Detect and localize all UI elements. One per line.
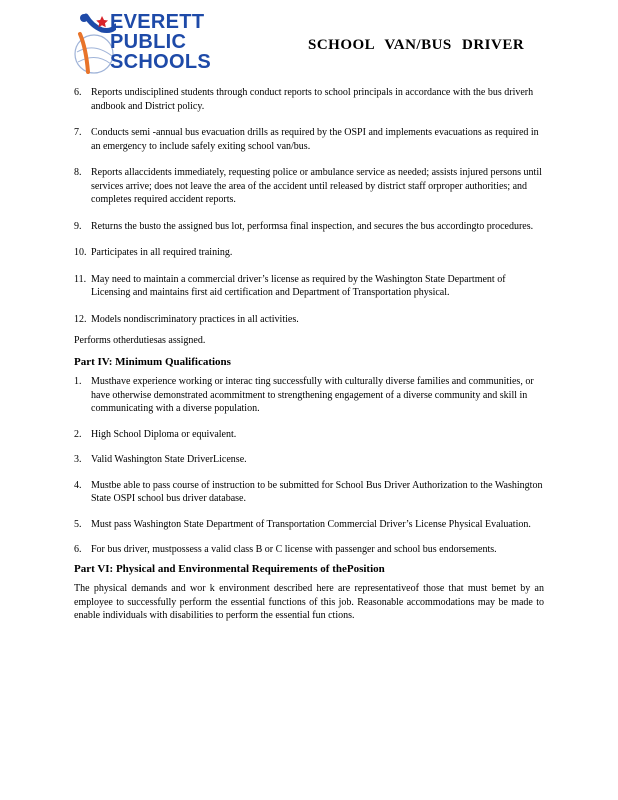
everett-public-schools-logo: [72, 12, 242, 80]
other-duties-text: Performs otherdutiesas assigned.: [74, 335, 206, 346]
qualification-item: 4. Mustbe able to pass course of instruction to be submitted for School Bus Driver Authorization to the Washington State OSPI school bus driver database.: [74, 479, 543, 504]
logo-line-1: EVERETT: [110, 11, 205, 33]
duty-item: 11. May need to maintain a commercial driver’s license as required by the Washington State Department of Licensing and maintains first aid certification and Department of Transportation physical.: [74, 273, 506, 298]
duty-item: 9. Returns the busto the assigned bus lot, performsa final inspection, and secures the bus accordingto procedures.: [74, 220, 534, 232]
document-body: [74, 86, 544, 623]
qualification-item: 2. High School Diploma or equivalent.: [74, 428, 237, 440]
duty-item: 10. Participates in all required training.: [74, 247, 233, 258]
duty-item: 6. Reports undisciplined students through conduct reports to school principals in accordance with the bus driverh andbook and District policy.: [74, 87, 534, 112]
duty-item: 8. Reports allaccidents immediately, requesting police or ambulance service as needed; assists injured persons until services arrive; does not leave the area of the accident until released by district staff orproper authorities; and completes required accident reports.: [74, 167, 542, 205]
part-vi-text: The physical demands and wor k environment described here are representativeof those that must bemet by an employee to successfully perform the essential functions of this job. Reasonable accommodations may be made to enable individuals with disabilities to perform the essential fun ctions.: [74, 583, 544, 621]
duty-item: 12. Models nondiscriminatory practices in all activities.: [74, 313, 299, 325]
part-iv-heading: Part IV: Minimum Qualifications: [74, 355, 231, 368]
qualification-item: 6. For bus driver, mustpossess a valid class B or C license with passenger and school bus endorsements.: [74, 544, 497, 555]
qualification-item: 5. Must pass Washington State Department of Transportation Commercial Driver’s License Physical Evaluation.: [74, 518, 531, 530]
duty-item: 7. Conducts semi -annual bus evacuation drills as required by the OSPI and implements evacuations as required in an emergency to include safely exiting school van/bus.: [74, 127, 539, 152]
logo-wordmark: [110, 12, 211, 72]
logo-line-2: PUBLIC: [110, 31, 187, 53]
qualification-item: 3. Valid Washington State DriverLicense.: [74, 454, 247, 465]
qualification-item: 1. Musthave experience working or interac ting successfully with culturally diverse families and communities, or have otherwise demonstrated acommitment to strengthening engagement of a diverse community and skill in communicating with a diverse population.: [74, 376, 534, 414]
logo-line-3: SCHOOLS: [110, 51, 211, 73]
part-vi-heading: Part VI: Physical and Environmental Requirements of thePosition: [74, 562, 385, 575]
document-title: SCHOOL VAN/BUS DRIVER: [308, 37, 525, 53]
